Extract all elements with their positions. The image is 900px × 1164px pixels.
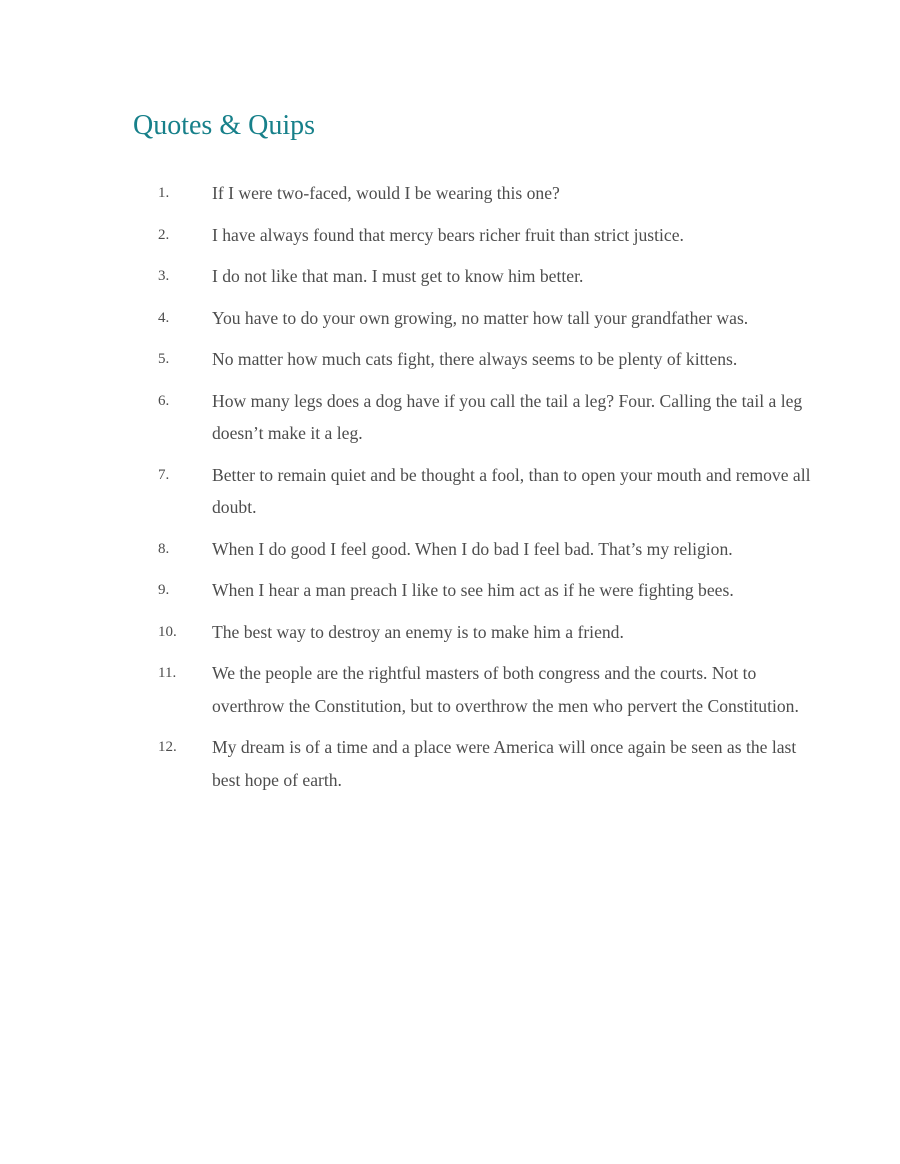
list-item-number: 5. [158, 351, 170, 367]
list-item-number: 10. [158, 623, 177, 640]
list-item [0, 533, 822, 566]
list-item [0, 731, 822, 796]
list-item [0, 302, 822, 335]
list-item-text: I have always found that mercy bears richer fruit than strict justice. [212, 224, 684, 245]
list-item-number: 4. [158, 309, 170, 326]
list-item [0, 260, 822, 293]
list-item-text: When I do good I feel good. When I do bad I feel bad. That’s my religion. [212, 538, 733, 559]
list-item-number: 9. [158, 582, 170, 598]
list-item-text: If I were two-faced, would I be wearing this one? [212, 183, 560, 203]
list-item-text: When I hear a man preach I like to see him act as if he were fighting bees. [212, 580, 734, 600]
list-item-text: I do not like that man. I must get to know him better. [212, 266, 584, 286]
list-item [0, 657, 822, 722]
list-item-number: 1. [158, 185, 170, 201]
quote-list [0, 177, 900, 805]
list-item [0, 177, 822, 210]
list-item [0, 459, 822, 524]
list-item [0, 343, 822, 376]
list-item [0, 385, 822, 450]
list-item-text: My dream is of a time and a place were America will once again be seen as the last best hope of earth. [212, 737, 797, 790]
list-item-text: The best way to destroy an enemy is to make him a friend. [212, 621, 624, 642]
list-item-text: We the people are the rightful masters of both congress and the courts. Not to overthrow the Constitution, but to overthrow the men who pervert the Constitution. [212, 663, 799, 716]
list-item [0, 616, 822, 649]
list-item-number: 2. [158, 226, 170, 243]
list-item-number: 12. [158, 739, 177, 755]
page-title: Quotes & Quips [133, 110, 315, 141]
list-item [0, 219, 822, 252]
list-item-number: 8. [158, 540, 170, 557]
list-item-text: Better to remain quiet and be thought a fool, than to open your mouth and remove all doubt. [212, 464, 811, 517]
list-item-number: 3. [158, 268, 170, 284]
list-item-number: 11. [158, 665, 177, 681]
list-item [0, 574, 822, 607]
list-item-number: 7. [158, 466, 170, 483]
list-item-number: 6. [158, 392, 170, 409]
list-item-text: You have to do your own growing, no matter how tall your grandfather was. [212, 307, 749, 328]
list-item-text: How many legs does a dog have if you call the tail a leg? Four. Calling the tail a leg doesn’t make it a leg. [212, 390, 803, 443]
list-item-text: No matter how much cats fight, there always seems to be plenty of kittens. [212, 349, 738, 369]
